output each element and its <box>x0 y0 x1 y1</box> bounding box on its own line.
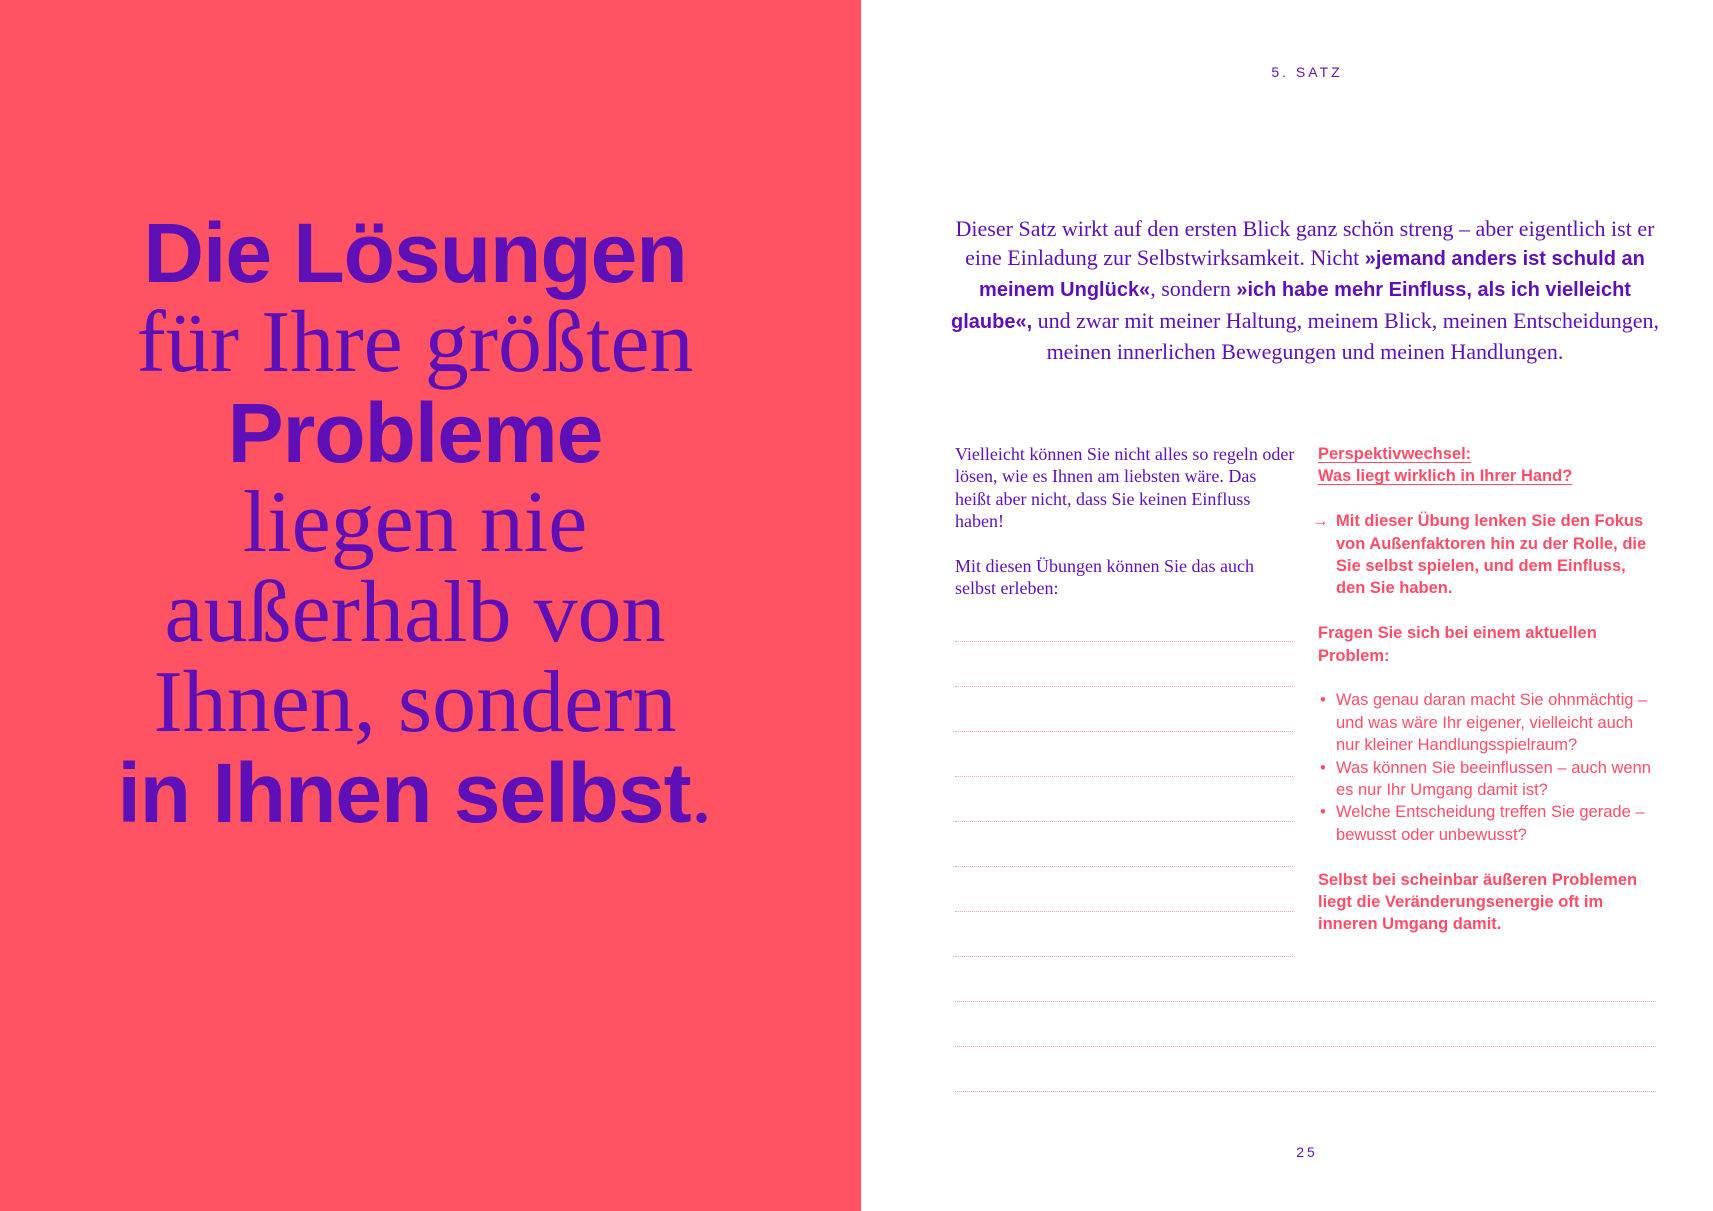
bullet-icon: • <box>1320 691 1326 710</box>
writing-line[interactable] <box>955 821 1293 822</box>
headline-line: außerhalb von <box>164 564 666 661</box>
question-item <box>1318 689 1658 756</box>
arrow-right-icon: → <box>1312 512 1329 531</box>
question-item <box>1318 801 1658 846</box>
headline-line: Die Lösungen <box>143 206 687 300</box>
exercise-intro <box>1312 510 1658 600</box>
section-label: 5. SATZ <box>1271 64 1343 80</box>
headline-line: für Ihre größten <box>136 294 694 391</box>
writing-line[interactable] <box>955 776 1293 777</box>
writing-line[interactable] <box>955 641 1293 642</box>
writing-line[interactable] <box>955 866 1293 867</box>
intro-bold-quote: »jemand anders ist schuld an meinem Unglück« <box>979 248 1645 302</box>
conclusion: Selbst bei scheinbar äußeren Problemen liegt die Veränderungsenergie oft im inneren Umgang damit. <box>1318 870 1638 934</box>
left-column-text <box>955 443 1295 622</box>
question-text: Welche Entscheidung treffen Sie gerade – bewusst oder unbewusst? <box>1336 803 1645 844</box>
question-list <box>1318 689 1658 846</box>
headline-line: Probleme <box>227 386 603 480</box>
writing-line[interactable] <box>955 1091 1656 1092</box>
writing-line[interactable] <box>955 1046 1656 1047</box>
writing-line[interactable] <box>955 1001 1656 1002</box>
writing-line[interactable] <box>955 686 1293 687</box>
writing-line[interactable] <box>955 731 1293 732</box>
page-number: 25 <box>1296 1144 1318 1160</box>
intro-text: , sondern <box>1150 276 1237 302</box>
headline-bold-end: in Ihnen selbst <box>117 746 691 840</box>
paragraph: Mit diesen Übungen können Sie das auch selbst erleben: <box>955 556 1254 599</box>
headline-line: liegen nie <box>242 474 588 571</box>
heading-line: Perspektivwechsel: <box>1318 445 1472 463</box>
writing-line[interactable] <box>955 956 1293 957</box>
question-prompt: Fragen Sie sich bei einem aktuellen Problem: <box>1318 624 1597 665</box>
intro-text: Dieser Satz wirkt auf den ersten Blick ganz schön streng – aber eigentlich ist er eine Einladung zur Selbstwirksamkeit. Nicht <box>955 216 1655 271</box>
exercise-heading <box>1318 443 1658 488</box>
bullet-icon: • <box>1320 803 1326 822</box>
headline-quote <box>0 206 830 842</box>
question-item <box>1318 757 1658 802</box>
question-text: Was genau daran macht Sie ohnmächtig – und was wäre Ihr eigener, vielleicht auch nur kleiner Handlungsspielraum? <box>1336 691 1648 755</box>
exercise-box <box>1312 443 1658 936</box>
writing-line[interactable] <box>955 911 1293 912</box>
bullet-icon: • <box>1320 758 1326 777</box>
question-text: Was können Sie beeinflussen – auch wenn es nur Ihr Umgang damit ist? <box>1336 758 1651 800</box>
intro-paragraph <box>940 214 1670 366</box>
intro-bold-quote: »ich habe mehr Einfluss, als ich vielleicht glaube«, <box>951 279 1631 333</box>
intro-text: und zwar mit meiner Haltung, meinem Blick, meinen Entscheidungen, meinen innerlichen Bewegungen und meinen Handlungen. <box>1032 307 1659 364</box>
heading-line: Was liegt wirklich in Ihrer Hand? <box>1318 467 1573 486</box>
exercise-intro-text: Mit dieser Übung lenken Sie den Fokus von Außenfaktoren hin zu der Rolle, die Sie selbst spielen, und dem Einfluss, den Sie haben. <box>1336 512 1647 598</box>
headline-period: . <box>690 745 713 842</box>
paragraph: Vielleicht können Sie nicht alles so regeln oder lösen, wie es Ihnen am liebsten wäre. Das heißt aber nicht, dass Sie keinen Einfluss haben! <box>955 444 1295 532</box>
headline-line: Ihnen, sondern <box>153 654 677 751</box>
headline-line <box>0 745 830 842</box>
